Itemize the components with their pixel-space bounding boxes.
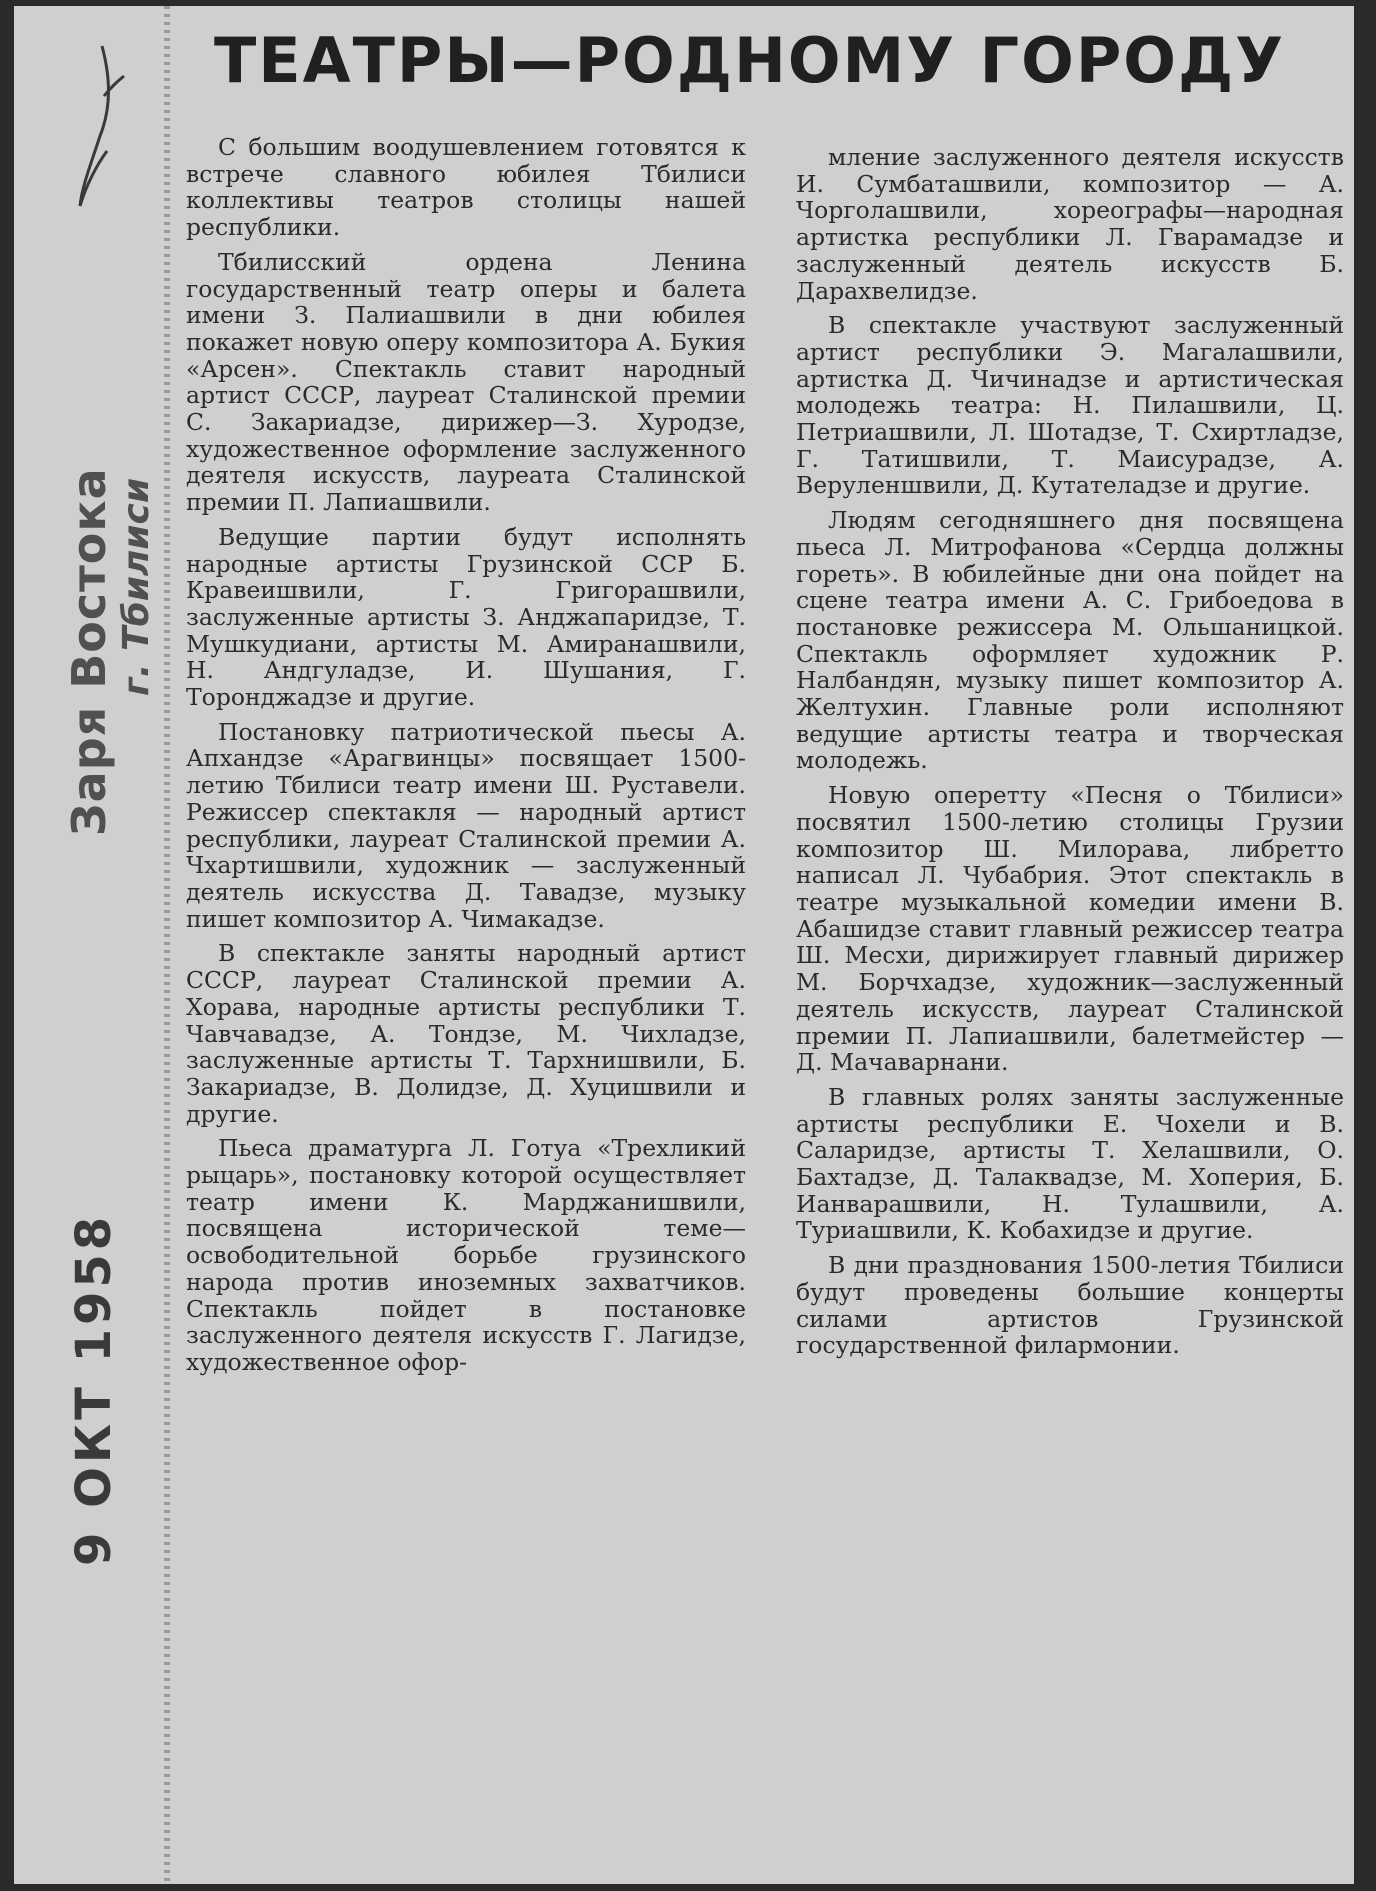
article-column-left xyxy=(186,134,746,1384)
clipping-date-stamp: 9 ОКТ 1958 xyxy=(66,1212,122,1566)
article-headline: ТЕАТРЫ—РОДНОМУ ГОРОДУ xyxy=(214,24,1286,97)
article-column-right xyxy=(796,144,1344,1367)
article-paragraph: Людям сегодняшнего дня посвящена пьеса Л. Митрофанова «Сердца должны гореть». В юбилейные дни она пойдет на сцене театра имени А. С. Грибоедова в постановке режиссера М. Ольшаницкой. Спектакль оформляет художник Р. Налбандян, музыку пишет композитор А. Желтухин. Главные роли исполняют ведущие артисты театра и творческая молодежь. xyxy=(796,506,1344,775)
article-paragraph: В спектакле участвуют заслуженный артист республики Э. Магалашвили, артистка Д. Чичинадзе и артистическая молодежь театра: Н. Пилашвили, Ц. Петриашвили, Л. Шотадзе, Т. Схиртладзе, Г. Татишвили, Т. Маисурадзе, А. Веруленшвили, Д. Кутателадзе и другие. xyxy=(796,311,1344,500)
article-paragraph: В спектакле заняты народный артист СССР, лауреат Сталинской премии А. Хорава, народные артисты республики Т. Чавчавадзе, А. Тондзе, М. Чихладзе, заслуженные артисты Т. Тархнишвили, Б. Закариадзе, В. Долидзе, Д. Хуцишвили и другие. xyxy=(186,939,746,1128)
article-paragraph: Постановку патриотической пьесы А. Апхандзе «Арагвинцы» посвящает 1500-летию Тбилиси театр имени Ш. Руставели. Режиссер спектакля — народный артист республики, лауреат Сталинской премии А. Чхартишвили, художник — заслуженный деятель искусства Д. Тавадзе, музыку пишет композитор А. Чимакадзе. xyxy=(186,717,746,933)
source-newspaper-name: Заря Востока xyxy=(62,467,116,836)
article-paragraph: мление заслуженного деятеля искусств И. Сумбаташвили, композитор — А. Чорголашвили, хореографы—народная артистка республики Л. Гварамадзе и заслуженный деятель искусств Б. Дарахвелидзе. xyxy=(796,143,1344,305)
article-paragraph: Тбилисский ордена Ленина государственный театр оперы и балета имени З. Палиашвили в дни юбилея покажет новую оперу композитора А. Букия «Арсен». Спектакль ставит народный артист СССР, лауреат Сталинской премии С. Закариадзе, дирижер—З. Хуродзе, художественное оформление заслуженного деятеля искусств, лауреата Сталинской премии П. Лапиашвили. xyxy=(186,247,746,517)
handwritten-signature-mark xyxy=(52,36,132,226)
article-paragraph: В главных ролях заняты заслуженные артисты республики Е. Чохели и В. Саларидзе, артисты Т. Хелашвили, О. Бахтадзе, Д. Талаквадзе, М. Хоперия, Б. Ианварашвили, Н. Тулашвили, А. Туриашвили, К. Кобахидзе и другие. xyxy=(796,1082,1344,1245)
article-paragraph: Новую оперетту «Песня о Тбилиси» посвятил 1500-летию столицы Грузии композитор Ш. Милорава, либретто написал Л. Чубабрия. Этот спектакль в театре музыкальной комедии имени В. Абашидзе ставит главный режиссер театра Ш. Месхи, дирижирует главный дирижер М. Борчхадзе, художник—заслуженный деятель искусств, лауреат Сталинской премии П. Лапиашвили, балетмейстер — Д. Мачаварнани. xyxy=(796,781,1344,1077)
article-paragraph: Ведущие партии будут исполнять народные артисты Грузинской ССР Б. Кравеишвили, Г. Григорашвили, заслуженные артисты З. Анджапаридзе, Т. Мушкудиани, артисты М. Амиранашвили, Н. Андгуладзе, И. Шушания, Г. Торонджадзе и другие. xyxy=(186,522,746,712)
article-paragraph: С большим воодушевлением готовятся к встрече славного юбилея Тбилиси коллективы театров столицы нашей республики. xyxy=(186,133,746,242)
archive-stamp-margin xyxy=(14,6,164,1884)
article-paragraph: В дни празднования 1500-летия Тбилиси будут проведены большие концерты силами артистов Грузинской государственной филармонии. xyxy=(796,1251,1344,1360)
newspaper-clipping xyxy=(14,6,1354,1884)
article-paragraph: Пьеса драматурга Л. Готуа «Трехликий рыцарь», постановку которой осуществляет театр имени К. Марджанишвили, посвящена исторической теме—освободительной борьбе грузинского народа против иноземных захватчиков. Спектакль пойдет в постановке заслуженного деятеля искусств Г. Лагидзе, художественное офор- xyxy=(186,1134,746,1376)
torn-edge-divider xyxy=(164,6,170,1884)
source-city: г. Тбилиси xyxy=(116,477,157,696)
